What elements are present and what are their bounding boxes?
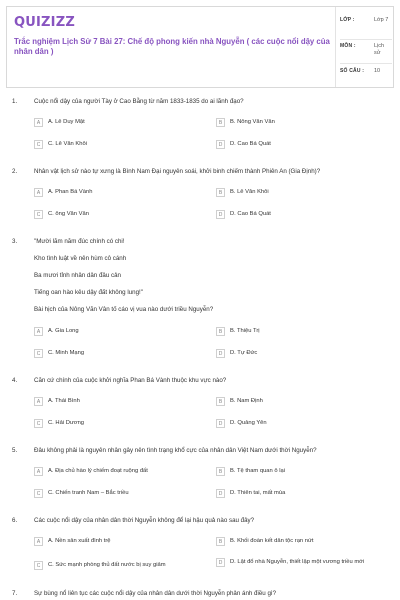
option-text: B. Khối đoàn kết dân tộc rạn nứt bbox=[230, 538, 314, 544]
option-text: A. Lê Duy Mật bbox=[48, 119, 85, 125]
question-text: Cuộc nổi dậy của người Tày ở Cao Bằng từ năm 1833-1835 do ai lãnh đạo? bbox=[34, 98, 244, 105]
subject-value: Lịch sử bbox=[374, 43, 385, 56]
option-text: A. Địa chủ hào lý chiếm đoạt ruộng đất bbox=[48, 468, 148, 474]
option-text: B. Tệ tham quan ô lại bbox=[230, 468, 285, 474]
question-text: Sự bùng nổ liên tục các cuộc nổi dậy của nhân dân dưới thời Nguyễn phản ánh điều gì? bbox=[34, 590, 277, 597]
option-letter: C bbox=[34, 349, 43, 358]
worksheet-title: Trắc nghiệm Lịch Sử 7 Bài 27: Chế độ phong kiến nhà Nguyễn ( các cuộc nổi dậy của nhân dân ) bbox=[14, 37, 330, 56]
grade-value: Lớp 7 bbox=[374, 17, 389, 23]
question-5-option-b[interactable] bbox=[216, 467, 380, 476]
worksheet-header bbox=[6, 6, 394, 88]
question-3-option-a[interactable] bbox=[34, 327, 198, 336]
question-number: 6. bbox=[12, 517, 18, 524]
option-text: C. Minh Mạng bbox=[48, 350, 85, 356]
option-text: C. Lê Văn Khôi bbox=[48, 141, 87, 147]
option-text: A. Phan Bá Vành bbox=[48, 189, 93, 195]
question-2-option-b[interactable] bbox=[216, 188, 380, 197]
meta-count bbox=[340, 68, 392, 75]
question-3-option-d[interactable] bbox=[216, 349, 380, 358]
option-letter: B bbox=[216, 537, 225, 546]
question-1-option-d[interactable] bbox=[216, 140, 380, 149]
option-text: A. Thái Bình bbox=[48, 398, 80, 404]
option-letter: A bbox=[34, 327, 43, 336]
option-text: B. Lê Văn Khôi bbox=[230, 189, 269, 195]
question-1-option-a[interactable] bbox=[34, 118, 198, 127]
worksheet-meta bbox=[335, 7, 395, 87]
count-label: SỐ CÂU : bbox=[340, 68, 365, 74]
option-letter: D bbox=[216, 419, 225, 428]
option-letter: A bbox=[34, 537, 43, 546]
quizizz-logo: QUIZIZZ bbox=[14, 15, 75, 30]
question-text: Căn cứ chính của cuộc khởi nghĩa Phan Bá Vành thuộc khu vực nào? bbox=[34, 377, 227, 384]
poem-line: "Mười lăm năm đúc chính có chi! bbox=[34, 238, 125, 245]
question-number: 2. bbox=[12, 168, 18, 175]
option-text: C. Sức mạnh phòng thủ đất nước bị suy giảm bbox=[48, 562, 166, 568]
option-text: D. Thiên tai, mất mùa bbox=[230, 490, 286, 496]
subject-label: MÔN : bbox=[340, 43, 356, 49]
question-text: Các cuộc nổi dậy của nhân dân thời Nguyễn không để lại hậu quả nào sau đây? bbox=[34, 517, 255, 524]
question-5-option-d[interactable] bbox=[216, 489, 380, 498]
option-letter: B bbox=[216, 467, 225, 476]
question-5-option-c[interactable] bbox=[34, 489, 198, 498]
meta-divider bbox=[340, 39, 392, 40]
option-letter: D bbox=[216, 210, 225, 219]
option-text: C. ông Văn Vân bbox=[48, 211, 89, 217]
option-text: D. Lật đổ nhà Nguyễn, thiết lập một vương triều mới bbox=[230, 559, 365, 565]
option-letter: A bbox=[34, 118, 43, 127]
question-number: 1. bbox=[12, 98, 18, 105]
option-text: A. Nền sản xuất đình trệ bbox=[48, 538, 111, 544]
count-value: 10 bbox=[374, 68, 381, 74]
grade-label: LỚP : bbox=[340, 17, 355, 23]
question-number: 5. bbox=[12, 447, 18, 454]
option-letter: B bbox=[216, 397, 225, 406]
question-number: 3. bbox=[12, 238, 18, 245]
option-letter: D bbox=[216, 489, 225, 498]
option-letter: A bbox=[34, 467, 43, 476]
question-3-option-c[interactable] bbox=[34, 349, 198, 358]
option-letter: D bbox=[216, 349, 225, 358]
question-5-option-a[interactable] bbox=[34, 467, 198, 476]
option-text: D. Quảng Yên bbox=[230, 420, 267, 426]
question-4-option-b[interactable] bbox=[216, 397, 380, 406]
option-letter: B bbox=[216, 188, 225, 197]
meta-grade bbox=[340, 17, 392, 24]
question-6-option-a[interactable] bbox=[34, 537, 198, 546]
option-text: D. Tự Đức bbox=[230, 350, 258, 356]
question-6-option-c[interactable] bbox=[34, 561, 198, 570]
option-text: C. Hải Dương bbox=[48, 420, 85, 426]
question-4-option-c[interactable] bbox=[34, 419, 198, 428]
option-letter: C bbox=[34, 210, 43, 219]
option-text: B. Nam Định bbox=[230, 398, 263, 404]
question-number: 7. bbox=[12, 590, 18, 597]
question-1-option-c[interactable] bbox=[34, 140, 198, 149]
option-letter: B bbox=[216, 118, 225, 127]
question-6-option-b[interactable] bbox=[216, 537, 380, 546]
question-6-option-d[interactable] bbox=[216, 558, 380, 567]
question-3-option-b[interactable] bbox=[216, 327, 380, 336]
option-letter: C bbox=[34, 419, 43, 428]
question-2-option-d[interactable] bbox=[216, 210, 380, 219]
option-text: A. Gia Long bbox=[48, 328, 79, 334]
option-text: C. Chiến tranh Nam – Bắc triều bbox=[48, 490, 129, 496]
option-text: B. Thiệu Trị bbox=[230, 328, 260, 334]
option-letter: D bbox=[216, 558, 225, 567]
option-letter: A bbox=[34, 397, 43, 406]
option-letter: C bbox=[34, 561, 43, 570]
option-letter: C bbox=[34, 489, 43, 498]
option-letter: A bbox=[34, 188, 43, 197]
question-text: Bài hịch của Nông Văn Vân tố cáo vị vua nào dưới triều Nguyễn? bbox=[34, 306, 214, 313]
option-text: B. Nông Văn Vân bbox=[230, 119, 275, 125]
meta-subject bbox=[340, 43, 392, 57]
poem-line: Ba mươi tỉnh nhân dân đâu cản bbox=[34, 272, 121, 279]
option-text: D. Cao Bá Quát bbox=[230, 211, 271, 217]
option-letter: C bbox=[34, 140, 43, 149]
question-number: 4. bbox=[12, 377, 18, 384]
poem-line: Tiếng oan hào kêu dậy đất không lung!" bbox=[34, 289, 143, 296]
question-4-option-a[interactable] bbox=[34, 397, 198, 406]
question-text: Đâu không phải là nguyên nhân gây nên tình trạng khổ cực của nhân dân Việt Nam dưới thời Nguyễn? bbox=[34, 447, 317, 454]
option-letter: D bbox=[216, 140, 225, 149]
meta-divider bbox=[340, 63, 392, 64]
question-2-option-a[interactable] bbox=[34, 188, 198, 197]
question-2-option-c[interactable] bbox=[34, 210, 198, 219]
option-text: D. Cao Bá Quát bbox=[230, 141, 271, 147]
question-1-option-b[interactable] bbox=[216, 118, 380, 127]
poem-line: Kho tình luật về nên hùm cô cánh bbox=[34, 255, 127, 262]
option-letter: B bbox=[216, 327, 225, 336]
question-4-option-d[interactable] bbox=[216, 419, 380, 428]
question-text: Nhân vật lịch sử nào tự xưng là Bình Nam Đại nguyên soái, khởi binh chiếm thành Phiên An (Gia Định)? bbox=[34, 168, 321, 175]
